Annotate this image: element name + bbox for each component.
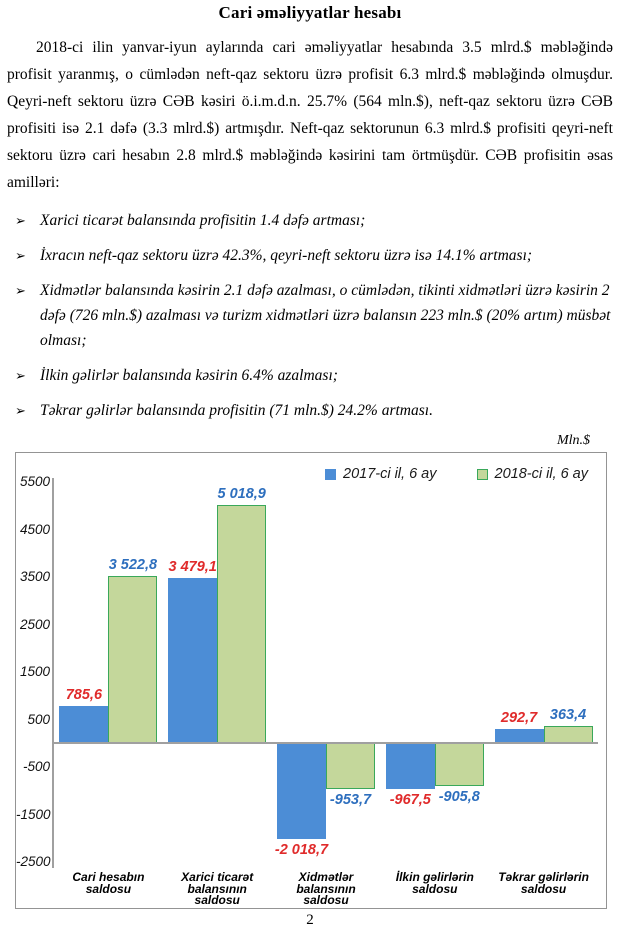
bar-chart (15, 452, 607, 909)
bullet-arrow-icon: ➢ (15, 368, 26, 383)
bar (217, 505, 266, 743)
y-tick-label: -500 (22, 759, 50, 774)
bullet-item (7, 363, 612, 388)
bullet-arrow-icon: ➢ (15, 283, 26, 298)
bar-slot (217, 482, 266, 862)
zero-baseline (54, 742, 598, 744)
bar-slot (108, 482, 157, 862)
bar-group (380, 482, 489, 862)
bar (326, 743, 375, 788)
category-label: Təkrar gəlirlərin saldosu (498, 870, 589, 896)
bar-value-label: -967,5 (389, 792, 431, 809)
bar-value-label: -953,7 (329, 791, 372, 808)
bullet-item (7, 398, 612, 423)
page-title: Cari əməliyyatlar hesabı (218, 3, 402, 22)
bullet-arrow-icon: ➢ (15, 248, 26, 263)
bar (59, 706, 108, 743)
bar-value-label: 3 479,1 (168, 559, 217, 575)
bullet-item (7, 243, 612, 268)
bullet-item (7, 278, 612, 353)
bar (277, 743, 326, 839)
bar-value-label: 5 018,9 (217, 485, 266, 502)
y-tick-label: 1500 (19, 664, 50, 679)
bar (108, 576, 157, 743)
y-tick-label: -1500 (16, 806, 51, 822)
bullet-arrow-icon: ➢ (15, 213, 26, 228)
bar-value-label: 292,7 (500, 710, 538, 727)
bullet-text: İxracın neft-qaz sektoru üzrə 42.3%, qeyri-neft sektoru üzrə isə 14.1% artması; (40, 247, 533, 264)
y-tick-label: 5500 (19, 474, 50, 489)
bar-slot (544, 482, 593, 862)
bar-slot (274, 482, 329, 862)
bar-value-label: 3 522,8 (108, 556, 158, 573)
bar-group (163, 482, 272, 862)
bullet-list (7, 208, 612, 423)
y-tick-label: 3500 (19, 569, 50, 584)
bar-slot (495, 482, 544, 862)
bar-value-label: -905,8 (438, 789, 480, 806)
bar-slot (168, 482, 217, 862)
bullet-arrow-icon: ➢ (15, 403, 26, 418)
bar-slot (59, 482, 108, 862)
category-axis-labels (54, 872, 598, 907)
bar-groups (54, 482, 598, 862)
legend-swatch-icon (477, 469, 488, 480)
bar-group (489, 482, 598, 862)
bar (435, 743, 484, 786)
bar-group (54, 482, 163, 862)
bar-slot (386, 482, 435, 862)
legend-label: 2018-ci il, 6 ay (494, 466, 588, 482)
bar-slot (435, 482, 484, 862)
bar-group (272, 482, 381, 862)
legend-swatch-icon (325, 469, 336, 480)
bar-value-label: -2 018,7 (274, 842, 329, 859)
category-label: İlkin gəlirlərin saldosu (395, 870, 474, 896)
bar-slot (326, 482, 375, 862)
bar-value-label: 363,4 (549, 707, 587, 723)
bar (495, 729, 544, 743)
category-label: Xarici ticarət balansının saldosu (181, 870, 254, 907)
y-tick-label: -2500 (16, 854, 51, 869)
bullet-text: Xidmətlər balansında kəsirin 2.1 dəfə azalması, o cümlədən, tikinti xidmətləri üzrə kəsirin 2 dəfə (726 mln.$) azalması və turizm xidmətləri üzrə balansın 223 mln.$ (20% artım) müsbət olması; (40, 282, 611, 349)
intro-paragraph: 2018-ci ilin yanvar-iyun aylarında cari əməliyyatlar hesabında 3.5 mlrd.$ məbləğində profisit yaranmış, o cümlədən neft-qaz sektoru üzrə profisit 6.3 mlrd.$ məbləğində olmuşdur. Qeyri-neft sektoru üzrə CƏB kəsiri ö.i.m.d.n. 25.7% (564 mln.$), neft-qaz sektoru üzrə CƏB profisiti isə 2.1 dəfə (3.3 mlrd.$) artmışdır. Neft-qaz sektorunun 6.3 mlrd.$ profisiti qeyri-neft sektoru üzrə cari hesabın 2.8 mlrd.$ məbləğində kəsirini tam örtmüşdür. CƏB profisitin əsas amilləri: (7, 39, 613, 191)
plot-area (54, 482, 598, 862)
bullet-text: İlkin gəlirlər balansında kəsirin 6.4% azalması; (40, 367, 338, 384)
y-tick-label: 500 (27, 711, 50, 727)
page-number: 2 (306, 912, 314, 928)
bar (386, 743, 435, 789)
bullet-text: Xarici ticarət balansında profisitin 1.4 dəfə artması; (40, 212, 366, 229)
legend-label: 2017-ci il, 6 ay (343, 466, 437, 482)
chart-legend (325, 466, 588, 482)
bar (168, 578, 217, 743)
legend-item (477, 466, 589, 482)
bar (544, 726, 593, 743)
category-label: Xidmətlər balansının saldosu (296, 870, 356, 907)
category-label: Cari hesabın saldosu (72, 870, 145, 896)
y-tick-label: 2500 (19, 616, 50, 632)
bar-value-label: 785,6 (65, 686, 103, 703)
bullet-item (7, 208, 612, 233)
bullet-text: Təkrar gəlirlər balansında profisitin (71 mln.$) 24.2% artması. (40, 402, 433, 419)
chart-unit-label: Mln.$ (556, 433, 590, 448)
legend-item (325, 466, 437, 482)
y-tick-label: 4500 (19, 521, 50, 537)
